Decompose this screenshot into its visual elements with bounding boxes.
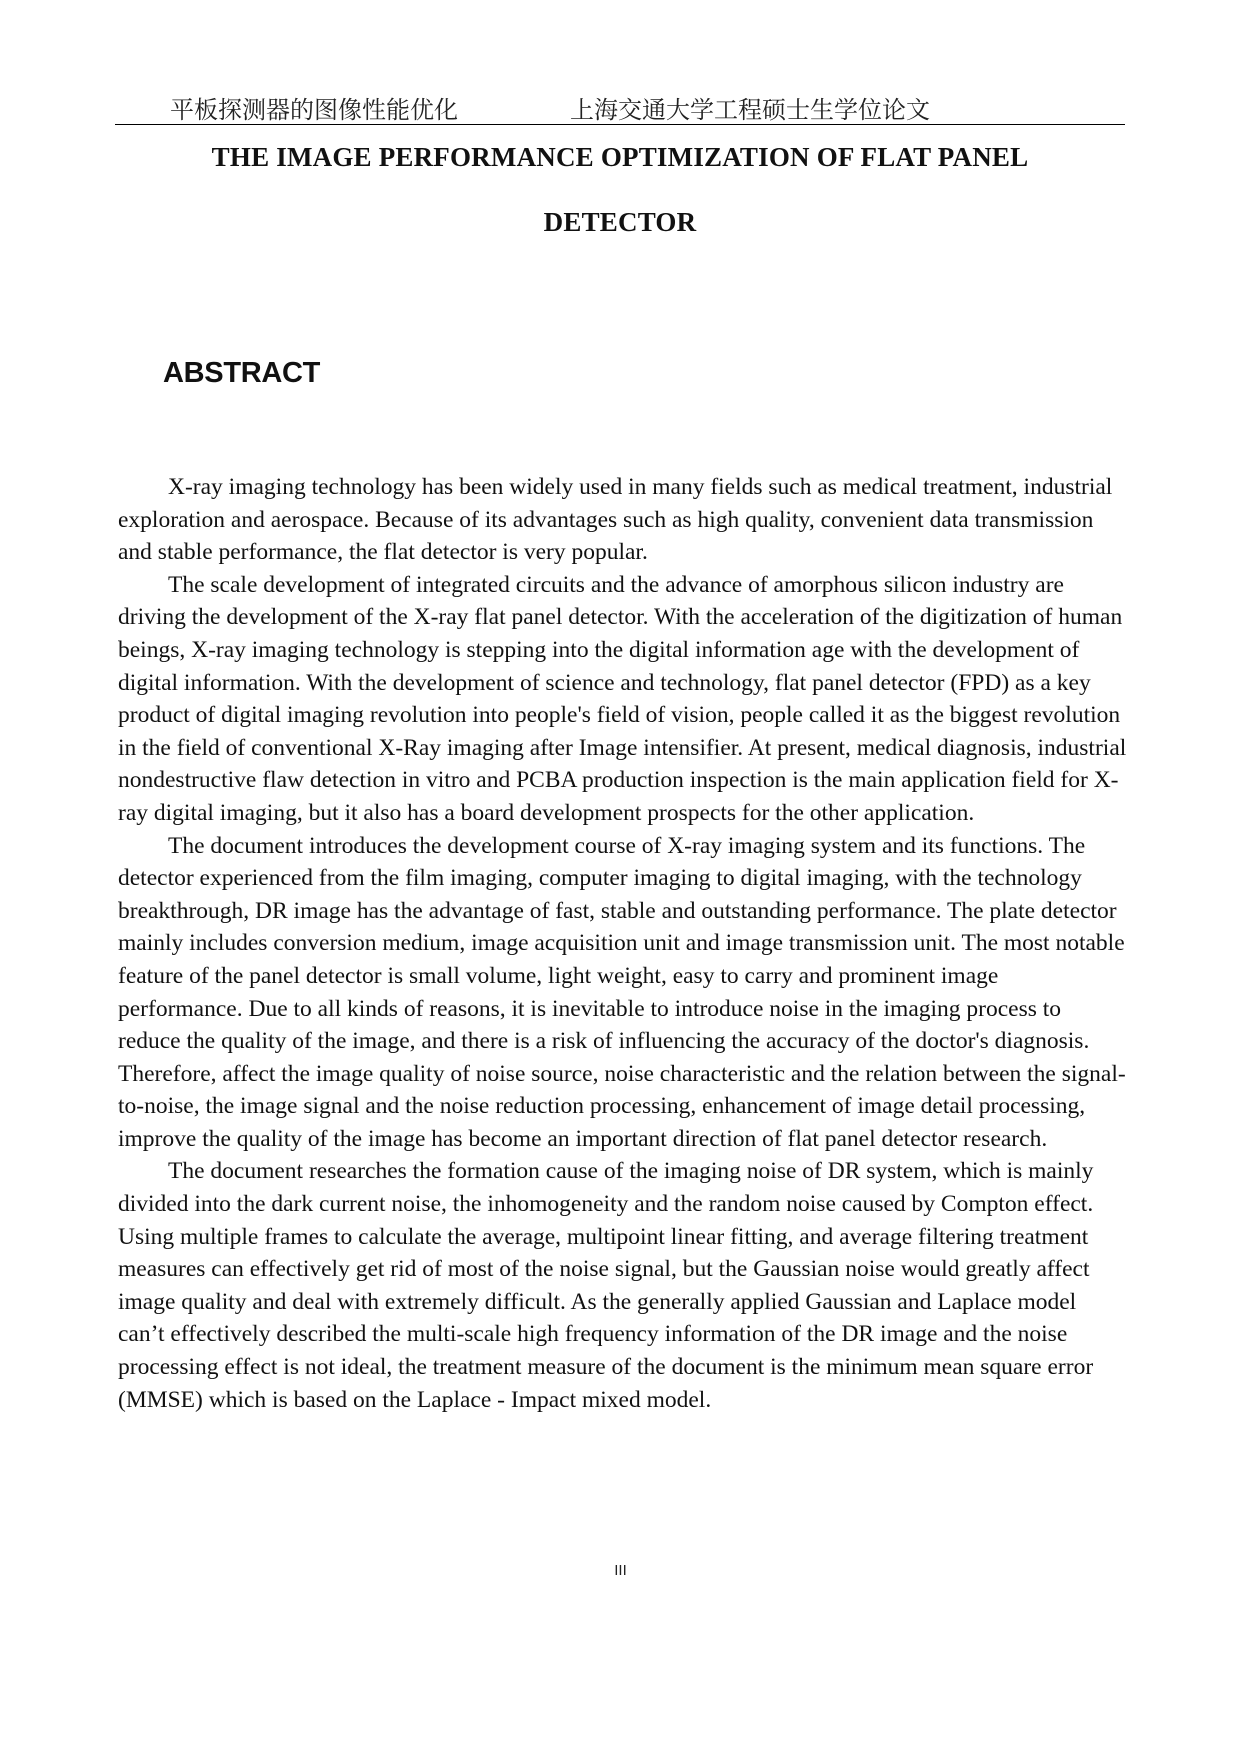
paper-title-line-1: THE IMAGE PERFORMANCE OPTIMIZATION OF FLAT PANEL xyxy=(211,142,1029,172)
page-number: III xyxy=(614,1562,627,1579)
abstract-paragraph-3: The document introduces the development course of X-ray imaging system and its functions. The detector experienced from the film imaging, computer imaging to digital imaging, with the technology breakthrough, DR image has the advantage of fast, stable and outstanding performance. The plate detector mainly includes conversion medium, image acquisition unit and image transmission unit. The most notable feature of the panel detector is small volume, light weight, easy to carry and prominent image performance. Due to all kinds of reasons, it is inevitable to introduce noise in the imaging process to reduce the quality of the image, and there is a risk of influencing the accuracy of the doctor's diagnosis. Therefore, affect the image quality of noise source, noise characteristic and the relation between the signal-to-noise, the image signal and the noise reduction processing, enhancement of image detail processing, improve the quality of the image has become an important direction of flat panel detector research. xyxy=(118,832,1126,1152)
abstract-paragraph-1: X-ray imaging technology has been widely used in many fields such as medical treatment, industrial exploration and aerospace. Because of its advantages such as high quality, convenient data transmission and stable performance, the flat detector is very popular. xyxy=(118,474,1113,566)
abstract-body xyxy=(118,471,1128,1416)
header-thesis-title: 平板探测器的图像性能优化 xyxy=(170,96,458,124)
header-university: 上海交通大学工程硕士生学位论文 xyxy=(570,96,930,124)
abstract-paragraph-4: The document researches the formation cause of the imaging noise of DR system, which is mainly divided into the dark current noise, the inhomogeneity and the random noise caused by Compton effect. Using multiple frames to calculate the average, multipoint linear fitting, and average filtering treatment measures can effectively get rid of most of the noise signal, but the Gaussian noise would greatly affect image quality and deal with extremely difficult. As the generally applied Gaussian and Laplace model can’t effectively described the multi-scale high frequency information of the DR image and the noise processing effect is not ideal, the treatment measure of the document is the minimum mean square error (MMSE) which is based on the Laplace - Impact mixed model. xyxy=(118,1158,1094,1413)
paper-title-line-2: DETECTOR xyxy=(543,207,697,237)
abstract-heading: ABSTRACT xyxy=(163,357,321,389)
running-header xyxy=(115,86,1125,125)
abstract-paragraph-2: The scale development of integrated circuits and the advance of amorphous silicon industry are driving the development of the X-ray flat panel detector. With the acceleration of the digitization of human beings, X-ray imaging technology is stepping into the digital information age with the development of digital information. With the development of science and technology, flat panel detector (FPD) as a key product of digital imaging revolution into people's field of vision, people called it as the biggest revolution in the field of conventional X-Ray imaging after Image intensifier. At present, medical diagnosis, industrial nondestructive flaw detection in vitro and PCBA production inspection is the main application field for X-ray digital imaging, but it also has a board development prospects for the other application. xyxy=(118,571,1127,826)
